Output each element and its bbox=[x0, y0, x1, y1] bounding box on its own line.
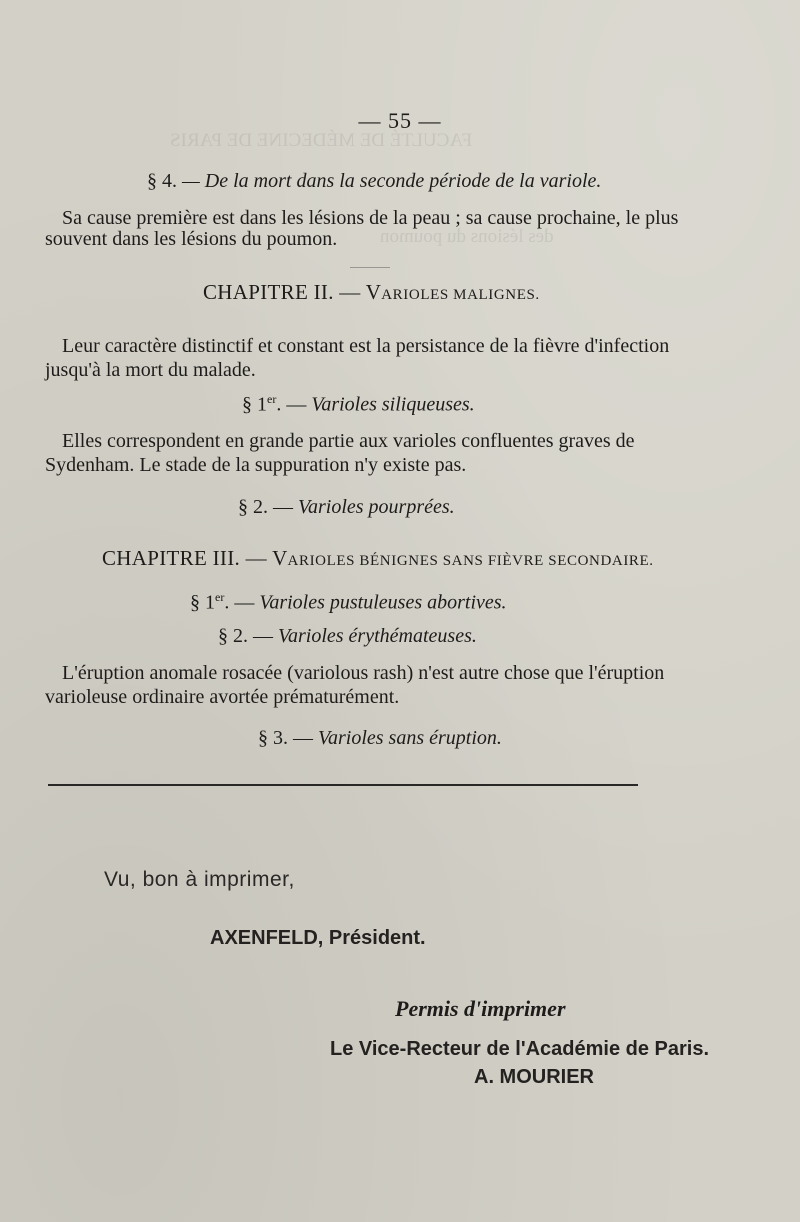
horizontal-rule bbox=[48, 784, 638, 786]
paragraph-line: L'éruption anomale rosacée (variolous rash) n'est autre chose que l'éruption bbox=[62, 662, 665, 684]
bleed-through-text: FACULTÉ DE MÉDECINE DE PARIS bbox=[170, 130, 473, 151]
chapter-3-heading bbox=[102, 546, 654, 571]
chapter-prefix: CHAPITRE II. — V bbox=[203, 280, 382, 304]
approval-note: Vu, bon à imprimer, bbox=[104, 868, 295, 891]
section-dash: — bbox=[177, 170, 205, 192]
section-title: De la mort dans la seconde période de la variole. bbox=[204, 170, 602, 192]
section-dash: . — bbox=[224, 591, 260, 614]
section-title: Varioles pourprées. bbox=[298, 496, 455, 518]
section-erythemateuses-heading bbox=[218, 625, 477, 648]
divider bbox=[350, 267, 390, 268]
vice-recteur-line: Le Vice-Recteur de l'Académie de Paris. bbox=[330, 1038, 710, 1060]
section-dash: — bbox=[288, 727, 318, 749]
section-symbol: § 2. bbox=[238, 496, 268, 518]
section-symbol: § 1 bbox=[242, 393, 267, 416]
paragraph-line: Sydenham. Le stade de la suppuration n'y existe pas. bbox=[45, 454, 467, 476]
section-symbol: § 1 bbox=[190, 591, 215, 614]
paragraph-line: Elles correspondent en grande partie aux varioles confluentes graves de bbox=[62, 430, 635, 452]
section-title: Varioles siliqueuses. bbox=[311, 393, 475, 416]
section-superscript: er bbox=[267, 392, 277, 406]
section-title: Varioles pustuleuses abortives. bbox=[259, 591, 507, 614]
section-4-heading bbox=[147, 170, 601, 193]
section-pourprees-heading bbox=[238, 496, 455, 519]
section-dash: . — bbox=[276, 393, 312, 416]
page-number: — 55 — bbox=[358, 108, 442, 133]
bleed-through-text: des lésions du poumon bbox=[380, 226, 554, 247]
chapter-2-heading bbox=[203, 280, 540, 305]
section-superscript: er bbox=[215, 590, 225, 604]
section-symbol: § 3. bbox=[258, 727, 288, 749]
paragraph-line: Leur caractère distinctif et constant est la persistance de la fièvre d'infection bbox=[62, 335, 670, 357]
chapter-title: ARIOLES BÉNIGNES SANS FIÈVRE SECONDAIRE. bbox=[287, 553, 654, 569]
paragraph-line: souvent dans les lésions du poumon. bbox=[45, 228, 338, 250]
section-pustuleuses-heading bbox=[190, 590, 507, 615]
chapter-title: ARIOLES MALIGNES. bbox=[381, 287, 540, 303]
section-dash: — bbox=[248, 625, 278, 647]
chapter-prefix: CHAPITRE III. — V bbox=[102, 546, 288, 570]
permis-imprimer: Permis d'imprimer bbox=[395, 996, 566, 1021]
section-siliqueuses-heading bbox=[242, 392, 475, 417]
section-title: Varioles sans éruption. bbox=[318, 727, 502, 749]
paragraph-line: varioleuse ordinaire avortée prématurément. bbox=[45, 686, 400, 708]
paragraph-line: Sa cause première est dans les lésions de la peau ; sa cause prochaine, le plus bbox=[62, 207, 679, 229]
section-title: Varioles érythémateuses. bbox=[278, 625, 477, 647]
mourier-signature: A. MOURIER bbox=[474, 1066, 594, 1088]
section-symbol: § 4. bbox=[147, 170, 177, 192]
section-dash: — bbox=[268, 496, 298, 518]
section-sans-eruption-heading bbox=[258, 727, 502, 750]
paragraph-line: jusqu'à la mort du malade. bbox=[45, 359, 256, 381]
section-symbol: § 2. bbox=[218, 625, 248, 647]
president-signature: AXENFELD, Président. bbox=[210, 927, 426, 949]
